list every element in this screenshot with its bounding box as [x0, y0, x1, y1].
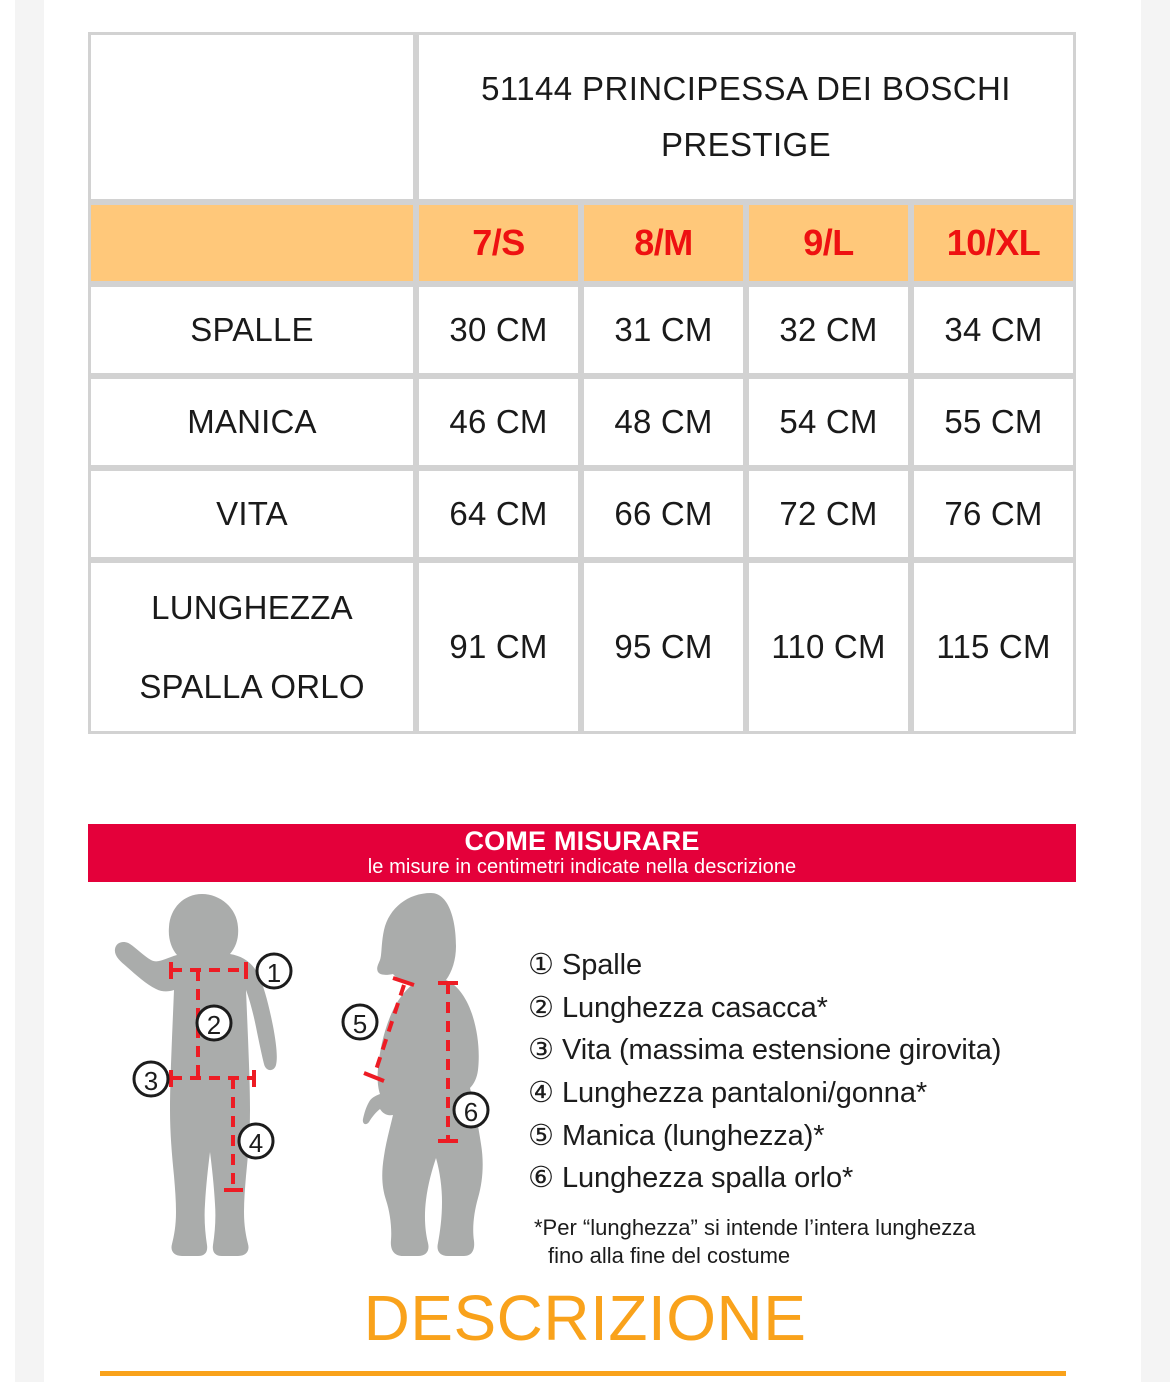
measure-guide-block: [88, 824, 1076, 1272]
legend-label-1: Spalle: [562, 949, 643, 981]
page-scrollbar-track[interactable]: [1149, 0, 1165, 1382]
marker-badge-6: [454, 1093, 488, 1127]
legend-item-6: [528, 1157, 1073, 1200]
cell-spalle-8m: 31 CM: [581, 284, 746, 376]
legend-number-3: ③: [528, 1034, 554, 1067]
row-label-vita: VITA: [88, 468, 416, 560]
marker-badge-1: [257, 954, 291, 988]
svg-text:5: 5: [352, 1009, 368, 1039]
table-row-title: [88, 32, 1076, 202]
row-label-spalle: SPALLE: [88, 284, 416, 376]
svg-text:2: 2: [206, 1010, 222, 1040]
row-label-lunghezza-spalla-orlo: [88, 560, 416, 734]
row-label-manica: MANICA: [88, 376, 416, 468]
measure-legend-footnote: [528, 1214, 1073, 1271]
legend-item-1: [528, 944, 1073, 987]
legend-item-5: [528, 1115, 1073, 1158]
cell-vita-8m: 66 CM: [581, 468, 746, 560]
cell-vita-7s: 64 CM: [416, 468, 581, 560]
legend-label-5: Manica (lunghezza)*: [562, 1119, 825, 1152]
cell-spalle-7s: 30 CM: [416, 284, 581, 376]
footnote-line-2: fino alla fine del costume: [548, 1243, 791, 1269]
legend-label-4: Lunghezza pantaloni/gonna*: [562, 1076, 928, 1109]
size-header-cell-1: [581, 202, 746, 284]
legend-label-3: Vita (massima estensione girovita): [562, 1034, 1002, 1067]
measure-guide-body: [88, 882, 1076, 1272]
product-title-line-1: 51144 PRINCIPESSA DEI BOSCHI: [481, 69, 1011, 107]
measure-legend-list: [528, 944, 1073, 1271]
table-row-spalle: [88, 284, 1076, 376]
row-label-line-2: SPALLA ORLO: [139, 668, 365, 705]
size-header-empty-cell: [88, 202, 416, 284]
marker-badge-3: [134, 1062, 168, 1096]
side-figure-illustration: [336, 888, 526, 1266]
row-label-line-1: LUNGHEZZA: [151, 588, 353, 626]
descrizione-divider: [100, 1371, 1066, 1376]
size-header-cell-3: [911, 202, 1076, 284]
legend-item-3: [528, 1029, 1073, 1072]
page-left-margin-band: [15, 0, 44, 1382]
front-figure-illustration: [106, 888, 316, 1266]
measure-guide-banner: [88, 824, 1076, 882]
size-header-label-1: 8/M: [634, 222, 693, 263]
table-row-manica: [88, 376, 1076, 468]
measure-guide-banner-subtitle: le misure in centimetri indicate nella descrizione: [367, 856, 797, 879]
title-row-empty-cell: [88, 32, 416, 202]
marker-badge-4: [239, 1124, 273, 1158]
size-header-cell-2: [746, 202, 911, 284]
svg-text:3: 3: [143, 1066, 159, 1096]
table-row-size-headers: [88, 202, 1076, 284]
svg-text:1: 1: [266, 958, 282, 988]
legend-number-5: ⑤: [528, 1119, 554, 1152]
footnote-line-1: *Per “lunghezza” si intende l’intera lunghezza: [534, 1214, 976, 1240]
cell-manica-9l: 54 CM: [746, 376, 911, 468]
cell-vita-10xl: 76 CM: [911, 468, 1076, 560]
descrizione-heading: DESCRIZIONE: [363, 1282, 807, 1354]
table-row-lunghezza-spalla-orlo: [88, 560, 1076, 734]
size-header-label-0: 7/S: [472, 222, 525, 263]
legend-item-4: [528, 1072, 1073, 1115]
cell-lunghezza-9l: 110 CM: [746, 560, 911, 734]
product-title-line-2: PRESTIGE: [660, 126, 832, 163]
cell-lunghezza-8m: 95 CM: [581, 560, 746, 734]
size-chart-table: [88, 32, 1076, 734]
legend-label-2: Lunghezza casacca*: [562, 991, 828, 1024]
table-row-vita: [88, 468, 1076, 560]
svg-text:4: 4: [248, 1128, 264, 1158]
measure-guide-banner-title: COME MISURARE: [464, 826, 700, 856]
cell-lunghezza-7s: 91 CM: [416, 560, 581, 734]
legend-number-1: ①: [528, 949, 554, 981]
legend-label-6: Lunghezza spalla orlo*: [562, 1162, 854, 1195]
side-silhouette-shape: [363, 893, 483, 1256]
cell-manica-7s: 46 CM: [416, 376, 581, 468]
marker-badge-5: [343, 1005, 377, 1039]
legend-number-6: ⑥: [528, 1162, 554, 1195]
cell-spalle-9l: 32 CM: [746, 284, 911, 376]
legend-number-2: ②: [528, 991, 554, 1024]
cell-vita-9l: 72 CM: [746, 468, 911, 560]
legend-number-4: ④: [528, 1076, 554, 1109]
size-header-label-3: 10/XL: [946, 222, 1041, 263]
legend-item-2: [528, 987, 1073, 1030]
size-header-label-2: 9/L: [803, 222, 854, 263]
size-header-cell-0: [416, 202, 581, 284]
product-title-cell: [416, 32, 1076, 202]
cell-manica-10xl: 55 CM: [911, 376, 1076, 468]
cell-manica-8m: 48 CM: [581, 376, 746, 468]
marker-badge-2: [197, 1006, 231, 1040]
cell-lunghezza-10xl: 115 CM: [911, 560, 1076, 734]
svg-text:6: 6: [463, 1097, 479, 1127]
cell-spalle-10xl: 34 CM: [911, 284, 1076, 376]
